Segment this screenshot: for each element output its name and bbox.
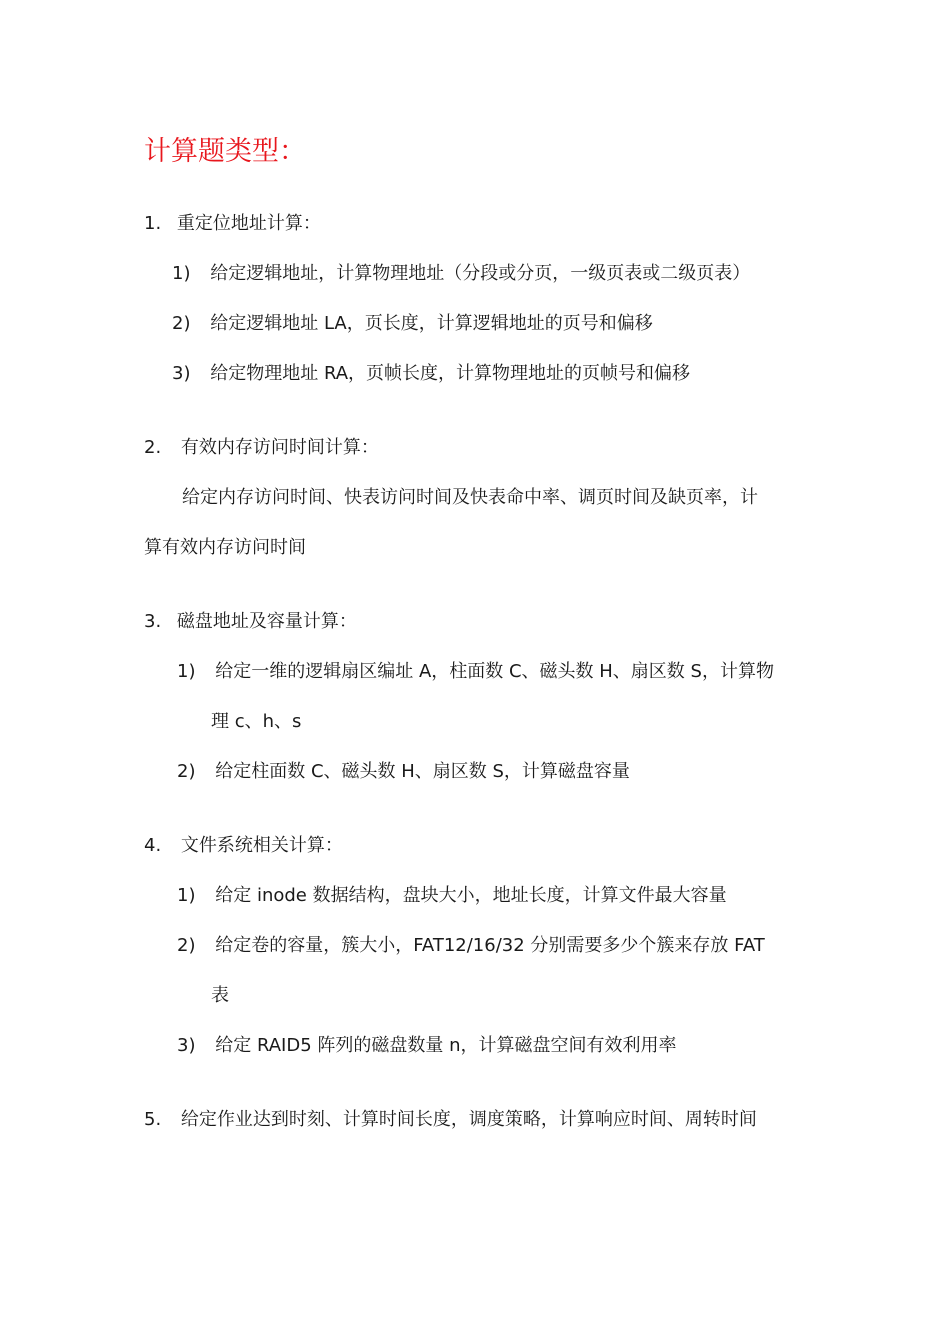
item-text: 给定一维的逻辑扇区编址 A，柱面数 C、磁头数 H、扇区数 S，计算物 xyxy=(215,661,774,682)
section-number: 3. xyxy=(144,611,162,632)
item-number: 2) xyxy=(177,761,196,782)
item-number: 1) xyxy=(177,661,196,682)
section-3-item-1 xyxy=(177,658,774,686)
section-4-item-1 xyxy=(177,882,727,910)
item-number: 2) xyxy=(172,313,191,334)
item-text: 给定逻辑地址 LA，页长度，计算逻辑地址的页号和偏移 xyxy=(210,313,653,334)
section-1-item-3 xyxy=(172,360,690,388)
item-number: 3) xyxy=(177,1035,196,1056)
section-heading-text: 给定作业达到时刻、计算时间长度，调度策略，计算响应时间、周转时间 xyxy=(180,1109,757,1130)
section-3-item-2 xyxy=(177,758,630,786)
section-5-heading xyxy=(144,1106,757,1134)
item-text: 给定逻辑地址，计算物理地址（分段或分页，一级页表或二级页表） xyxy=(210,263,751,284)
section-number: 2. xyxy=(144,437,162,458)
section-3-heading xyxy=(144,608,357,636)
section-4-item-2 xyxy=(177,932,765,960)
section-3-item-1-continuation: 理 c、h、s xyxy=(211,711,302,732)
item-text: 给定 RAID5 阵列的磁盘数量 n，计算磁盘空间有效利用率 xyxy=(215,1035,677,1056)
item-number: 1) xyxy=(177,885,196,906)
item-number: 2) xyxy=(177,935,196,956)
section-number: 5. xyxy=(144,1109,162,1130)
page-title: 计算题类型： xyxy=(144,136,306,167)
section-heading-text: 重定位地址计算： xyxy=(176,213,321,234)
item-text: 给定 inode 数据结构，盘块大小，地址长度，计算文件最大容量 xyxy=(215,885,727,906)
section-1-item-1 xyxy=(172,260,750,288)
section-4-heading xyxy=(144,832,343,860)
section-heading-text: 有效内存访问时间计算： xyxy=(180,437,379,458)
section-2-paragraph-line-2: 算有效内存访问时间 xyxy=(144,537,306,558)
section-heading-text: 文件系统相关计算： xyxy=(180,835,343,856)
item-number: 1) xyxy=(172,263,191,284)
section-4-item-2-continuation: 表 xyxy=(211,985,229,1006)
item-text: 给定柱面数 C、磁头数 H、扇区数 S，计算磁盘容量 xyxy=(215,761,630,782)
section-2-heading xyxy=(144,434,379,462)
item-number: 3) xyxy=(172,363,191,384)
section-4-item-3 xyxy=(177,1032,677,1060)
section-1-item-2 xyxy=(172,310,653,338)
section-number: 1. xyxy=(144,213,162,234)
section-number: 4. xyxy=(144,835,162,856)
item-text: 给定卷的容量，簇大小，FAT12/16/32 分别需要多少个簇来存放 FAT xyxy=(215,935,765,956)
section-1-heading xyxy=(144,210,321,238)
section-heading-text: 磁盘地址及容量计算： xyxy=(176,611,357,632)
section-2-paragraph-line-1: 给定内存访问时间、快表访问时间及快表命中率、调页时间及缺页率，计 xyxy=(182,487,758,508)
item-text: 给定物理地址 RA，页帧长度，计算物理地址的页帧号和偏移 xyxy=(210,363,691,384)
